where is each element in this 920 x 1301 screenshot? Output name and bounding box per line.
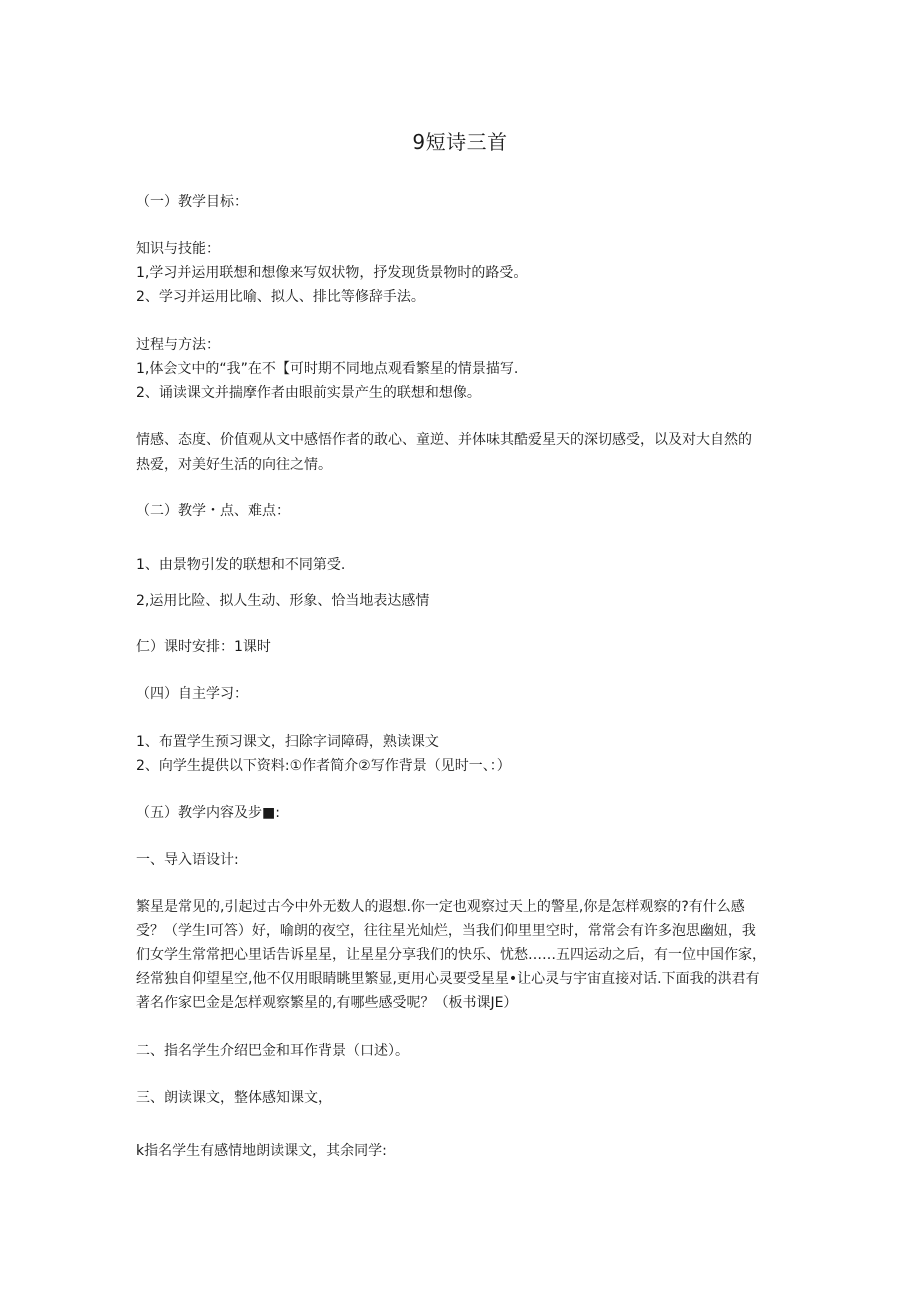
subheading-intro-design: 一、导入语设计: <box>136 852 239 868</box>
paragraph-line: k指名学生有感情地朗读课文，其余同学: <box>136 1143 387 1159</box>
paragraph-line: 著名作家巴金是怎样观察繁星的,有哪些感受呢？（板书课JE） <box>136 995 518 1011</box>
paragraph-line: 1,体会文中的“我”在不【可时期不同地点观看繁星的情景描写. <box>136 361 519 377</box>
subheading-process-methods: 过程与方法： <box>136 337 220 353</box>
paragraph-line: 2,运用比险、拟人生动、形象、恰当地表达感情 <box>136 593 430 609</box>
subheading-knowledge-skills: 知识与技能： <box>136 241 220 257</box>
paragraph-line: 2、诵读课文并揣摩作者由眼前实景产生的联想和想像。 <box>136 385 481 401</box>
section-heading-content-steps: （五）教学内容及步■: <box>136 805 280 821</box>
paragraph-line: 1,学习并运用联想和想像来写奴状物，抒发现货景物时的路受。 <box>136 265 528 281</box>
paragraph-line: 情感、态度、价值观从文中感悟作者的敢心、童逆、并体味其酷爱星天的深切感受，以及对大自然的 <box>136 432 752 448</box>
paragraph-line: 经常独自仰望星空,他不仅用眼睛眺里繁显,更用心灵要受星星•让心灵与宇宙直接对话.下面我的洪君有 <box>136 971 760 987</box>
subheading-introduce-bajin: 二、指名学生介绍巴金和耳作背景（口述）。 <box>136 1043 409 1059</box>
document-title: 9短诗三首 <box>412 130 508 154</box>
section-heading-schedule: 仁）课时安排：1课时 <box>136 639 271 655</box>
paragraph-line: 们女学生常常把心里话告诉星星，让星星分享我们的快乐、忧愁……五四运动之后，有一位中国作家， <box>136 947 766 963</box>
paragraph-line: 2、向学生提供以下资料:①作者简介②写作背景（见时一、：） <box>136 758 511 774</box>
paragraph-line: 繁星是常见的,引起过古今中外无数人的遐想.你一定也观察过天上的警星,你是怎样观察的?有什么感 <box>136 899 745 915</box>
paragraph-line: 受？（学生l可答）好，喻朗的夜空，往往星光灿烂，当我们仰里里空时，常常会有许多泡思幽妞，我 <box>136 923 756 939</box>
paragraph-line: 1、由景物引发的联想和不同第受. <box>136 557 346 573</box>
paragraph-line: 2、学习并运用比喻、拟人、排比等修辞手法。 <box>136 289 425 305</box>
section-heading-objectives: （一）教学目标： <box>136 194 248 210</box>
paragraph-line: 1、布置学生预习课文，扫除字词障碍，熟读课文 <box>136 734 439 750</box>
section-heading-key-points: （二）教学・点、难点： <box>136 503 290 519</box>
section-heading-self-study: （四）自主学习： <box>136 686 248 702</box>
subheading-read-aloud: 三、朗读课文，整体感知课文， <box>136 1090 332 1106</box>
paragraph-line: 热爱，对美好生活的向往之情。 <box>136 457 332 473</box>
